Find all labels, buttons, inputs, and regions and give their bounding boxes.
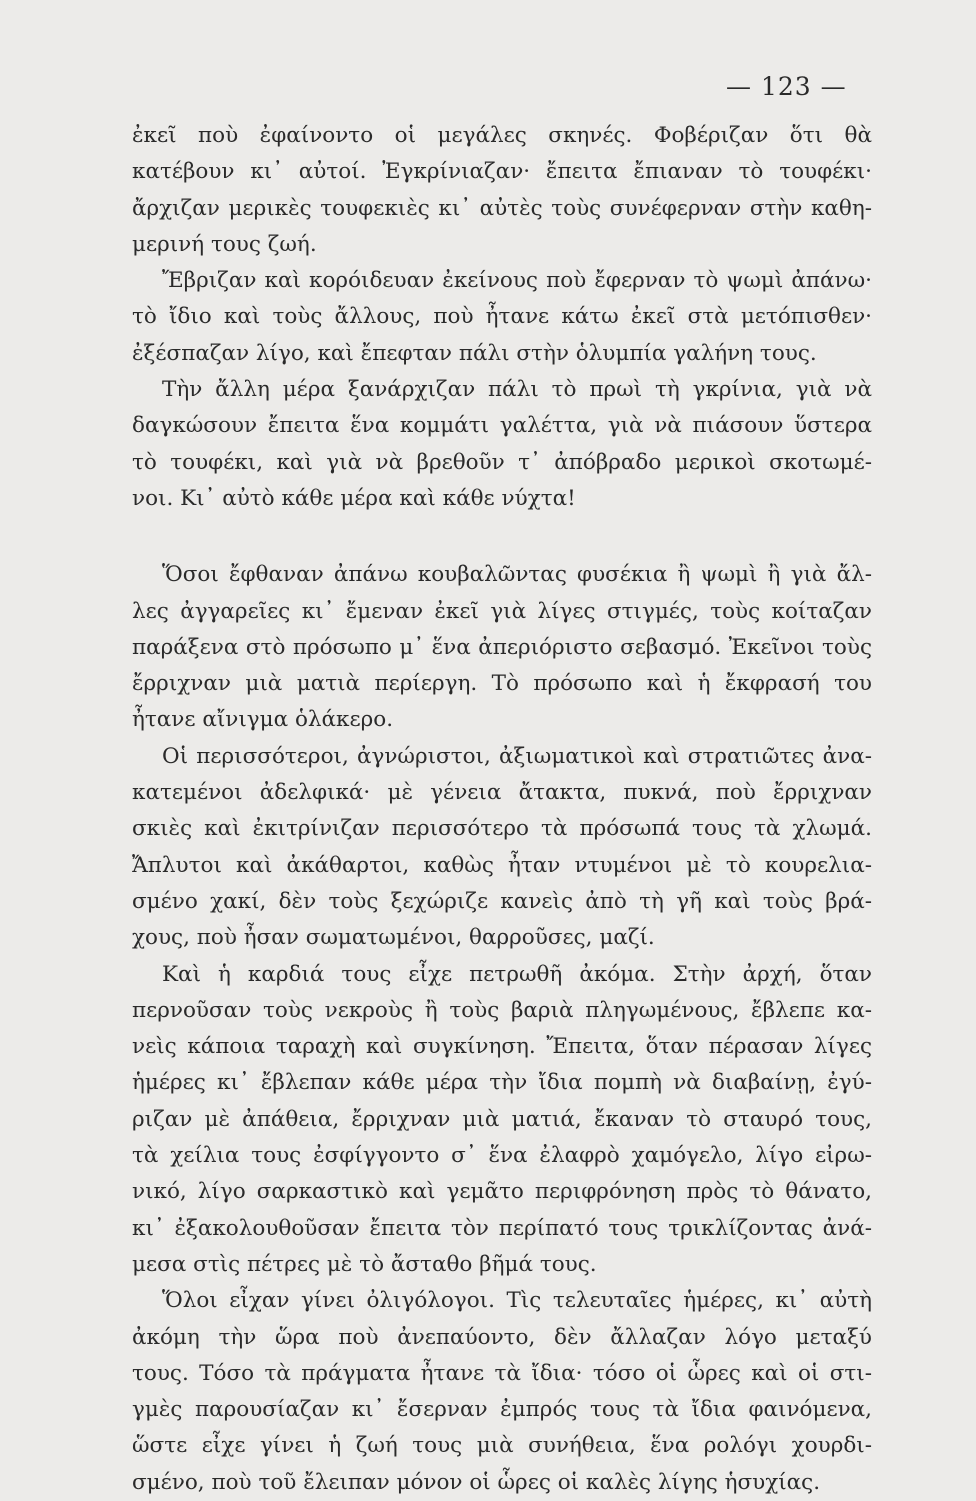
text-line: ἔρριχναν μιὰ ματιὰ περίεργη. Τὸ πρόσωπο καὶ ἡ ἔκφρασή του	[132, 671, 872, 697]
text-line: ἐκεῖ ποὺ ἐφαίνοντο οἱ μεγάλες σκηνές. Φοβέριζαν ὅτι θὰ	[132, 123, 872, 148]
text-line: Ἔβριζαν καὶ κορόιδευαν ἐκείνους ποὺ ἔφερναν τὸ ψωμὶ ἀπάνω·	[162, 268, 872, 294]
text-line: ἐξέσπαζαν λίγο, καὶ ἔπεφταν πάλι στὴν ὁλυμπία γαλήνη τους.	[132, 340, 817, 366]
text-line: μερινή τους ζωή.	[132, 231, 317, 257]
text-line: ριζαν μὲ ἀπάθεια, ἔρριχναν μιὰ ματιά, ἔκαναν τὸ σταυρό τους,	[132, 1106, 872, 1132]
text-line: Οἱ περισσότεροι, ἀγνώριστοι, ἀξιωματικοὶ καὶ στρατιῶτες ἀνα-	[162, 743, 872, 769]
text-line: ἄρχιζαν μερικὲς τουφεκιὲς κι᾿ αὐτὲς τοὺς συνέφερναν στὴν καθη-	[132, 195, 872, 221]
text-line: σκιὲς καὶ ἐκιτρίνιζαν περισσότερο τὰ πρόσωπά τους τὰ χλωμά.	[132, 816, 872, 842]
text-line: νοι. Κι᾿ αὐτὸ κάθε μέρα καὶ κάθε νύχτα!	[132, 485, 576, 511]
text-line: τὸ τουφέκι, καὶ γιὰ νὰ βρεθοῦν τ᾿ ἀπόβραδο μερικοὶ σκοτωμέ-	[132, 449, 872, 475]
page-number: — 123 —	[726, 72, 847, 101]
text-line: μεσα στὶς πέτρες μὲ τὸ ἄσταθο βῆμά τους.	[132, 1251, 597, 1277]
text-line: ἦτανε αἴνιγμα ὁλάκερο.	[132, 707, 394, 733]
text-line: ὥστε εἶχε γίνει ἡ ζωή τους μιὰ συνήθεια, ἕνα ρολόγι χουρδι-	[132, 1433, 872, 1459]
text-line: Ὅλοι εἶχαν γίνει ὀλιγόλογοι. Τὶς τελευταῖες ἡμέρες, κι᾿ αὐτὴ	[162, 1288, 872, 1314]
text-line: τους. Τόσο τὰ πράγματα ἦτανε τὰ ἴδια· τόσο οἱ ὧρες καὶ οἱ στι-	[132, 1360, 872, 1386]
text-line: ἡμέρες κι᾿ ἔβλεπαν κάθε μέρα τὴν ἴδια πομπὴ νὰ διαβαίνῃ, ἐγύ-	[132, 1070, 872, 1096]
text-line: παράξενα στὸ πρόσωπο μ᾿ ἕνα ἀπεριόριστο σεβασμό. Ἐκεῖνοι τοὺς	[132, 634, 872, 660]
text-line: δαγκώσουν ἔπειτα ἕνα κομμάτι γαλέττα, γιὰ νὰ πιάσουν ὕστερα	[132, 413, 872, 439]
text-line: γμὲς παρουσίαζαν κι᾿ ἔσερναν ἐμπρός τους τὰ ἴδια φαινόμενα,	[132, 1397, 872, 1423]
text-line: σμένο χακί, δὲν τοὺς ξεχώριζε κανεὶς ἀπὸ τὴ γῆ καὶ τοὺς βρά-	[132, 888, 872, 914]
text-line: λες ἀγγαρεῖες κι᾿ ἔμεναν ἐκεῖ γιὰ λίγες στιγμές, τοὺς κοίταζαν	[132, 598, 872, 624]
text-line: Τὴν ἄλλη μέρα ξανάρχιζαν πάλι τὸ πρωὶ τὴ γκρίνια, γιὰ νὰ	[162, 377, 872, 403]
text-line: νεὶς κάποια ταραχὴ καὶ συγκίνηση. Ἔπειτα, ὅταν πέρασαν λίγες	[132, 1034, 872, 1060]
page-text	[132, 118, 872, 1501]
text-line: νικό, λίγο σαρκαστικὸ καὶ γεμᾶτο περιφρόνηση πρὸς τὸ θάνατο,	[132, 1179, 872, 1205]
paragraph-gap	[132, 517, 872, 557]
text-line: περνοῦσαν τοὺς νεκροὺς ἢ τοὺς βαριὰ πληγωμένους, ἔβλεπε κα-	[132, 997, 872, 1023]
text-line: κατεμένοι ἀδελφικά· μὲ γένεια ἄτακτα, πυκνά, ποὺ ἔρριχναν	[132, 780, 872, 806]
text-line: σμένο, ποὺ τοῦ ἔλειπαν μόνον οἱ ὧρες οἱ καλὲς λίγης ἡσυχίας.	[132, 1469, 821, 1495]
text-line: κι᾿ ἐξακολουθοῦσαν ἔπειτα τὸν περίπατό τους τρικλίζοντας ἀνά-	[132, 1215, 872, 1241]
text-line: χους, ποὺ ἦσαν σωματωμένοι, θαρροῦσες, μαζί.	[132, 925, 655, 951]
text-line: Ὅσοι ἔφθαναν ἀπάνω κουβαλῶντας φυσέκια ἢ ψωμὶ ἢ γιὰ ἄλ-	[162, 562, 872, 588]
text-line: τὰ χείλια τους ἐσφίγγοντο σ᾿ ἕνα ἐλαφρὸ χαμόγελο, λίγο εἰρω-	[132, 1143, 872, 1169]
text-line: Ἄπλυτοι καὶ ἀκάθαρτοι, καθὼς ἦταν ντυμένοι μὲ τὸ κουρελια-	[132, 852, 872, 878]
text-line: ἀκόμη τὴν ὥρα ποὺ ἀνεπαύοντο, δὲν ἄλλαζαν λόγο μεταξύ	[132, 1324, 872, 1350]
text-line: Καὶ ἡ καρδιά τους εἶχε πετρωθῆ ἀκόμα. Στὴν ἀρχή, ὅταν	[162, 961, 872, 987]
text-line: κατέβουν κι᾿ αὐτοί. Ἐγκρίνιαζαν· ἔπειτα ἔπιαναν τὸ τουφέκι·	[132, 159, 872, 185]
text-line: τὸ ἴδιο καὶ τοὺς ἄλλους, ποὺ ἦτανε κάτω ἐκεῖ στὰ μετόπισθεν·	[132, 304, 872, 330]
